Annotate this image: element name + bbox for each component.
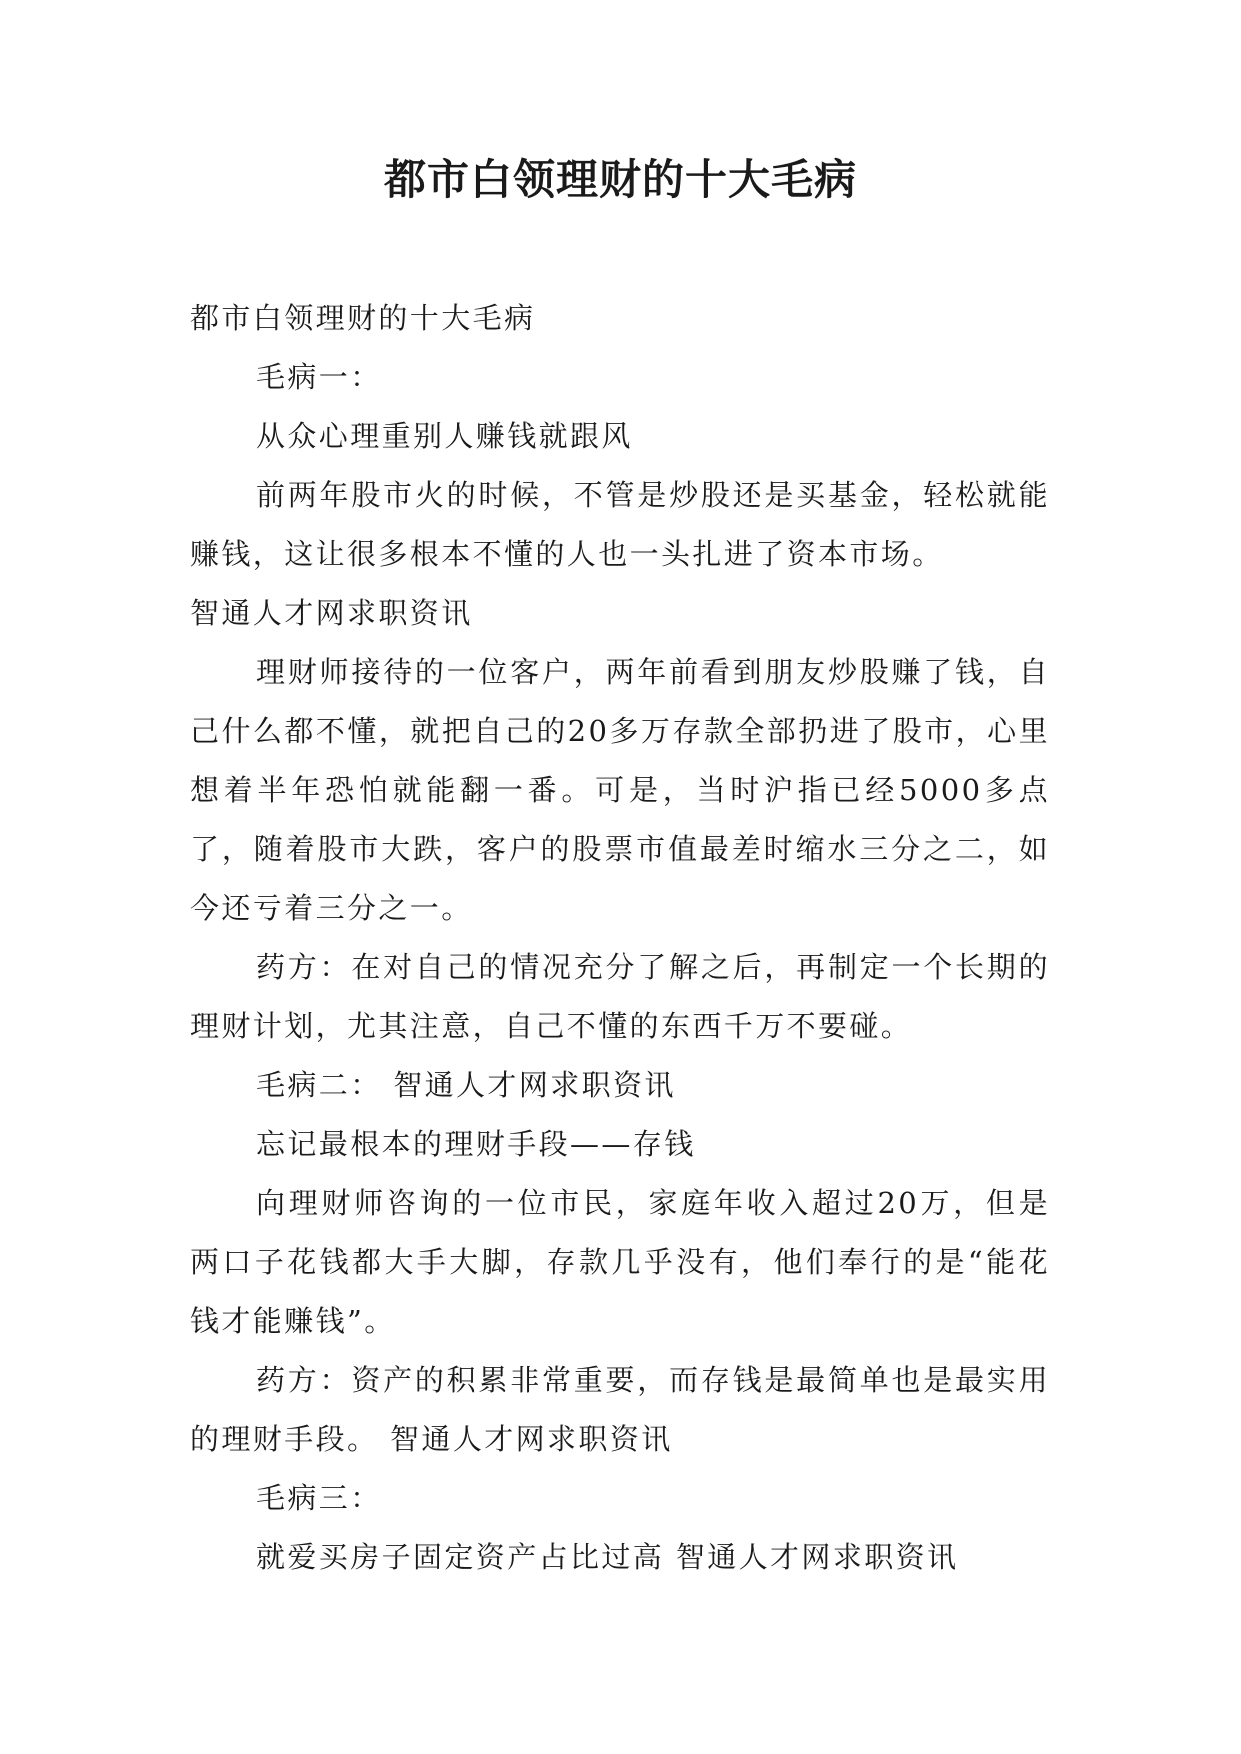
paragraph-problem-3-label: 毛病三： xyxy=(256,1481,382,1515)
paragraph-problem-2-label: 毛病二： 智通人才网求职资讯 xyxy=(256,1068,676,1102)
document-body xyxy=(190,289,1050,1587)
paragraph-problem-1-intro: 前两年股市火的时候，不管是炒股还是买基金，轻松就能赚钱，这让很多根本不懂的人也一头扎进了资本市场。 xyxy=(190,478,1050,571)
paragraph-source-note: 智通人才网求职资讯 xyxy=(190,596,473,630)
paragraph-problem-1-case: 理财师接待的一位客户，两年前看到朋友炒股赚了钱，自己什么都不懂，就把自己的20多万存款全部扔进了股市，心里想着半年恐怕就能翻一番。可是，当时沪指已经5000多点了，随着股市大跌，客户的股票市值最差时缩水三分之二，如今还亏着三分之一。 xyxy=(190,655,1050,925)
paragraph-problem-2-remedy: 药方：资产的积累非常重要，而存钱是最简单也是最实用的理财手段。 智通人才网求职资讯 xyxy=(190,1363,1050,1456)
paragraph-problem-2-case: 向理财师咨询的一位市民，家庭年收入超过20万，但是两口子花钱都大手大脚，存款几乎没有，他们奉行的是“能花钱才能赚钱”。 xyxy=(190,1186,1050,1338)
paragraph-problem-2-title: 忘记最根本的理财手段——存钱 xyxy=(256,1127,696,1161)
paragraph-heading: 都市白领理财的十大毛病 xyxy=(190,301,536,335)
paragraph-problem-1-label: 毛病一： xyxy=(256,360,382,394)
paragraph-problem-3-title: 就爱买房子固定资产占比过高 智通人才网求职资讯 xyxy=(256,1540,959,1574)
paragraph-problem-1-remedy: 药方：在对自己的情况充分了解之后，再制定一个长期的理财计划，尤其注意，自己不懂的东西千万不要碰。 xyxy=(190,950,1050,1043)
paragraph-problem-1-title: 从众心理重别人赚钱就跟风 xyxy=(256,419,633,453)
document-title: 都市白领理财的十大毛病 xyxy=(383,155,857,204)
